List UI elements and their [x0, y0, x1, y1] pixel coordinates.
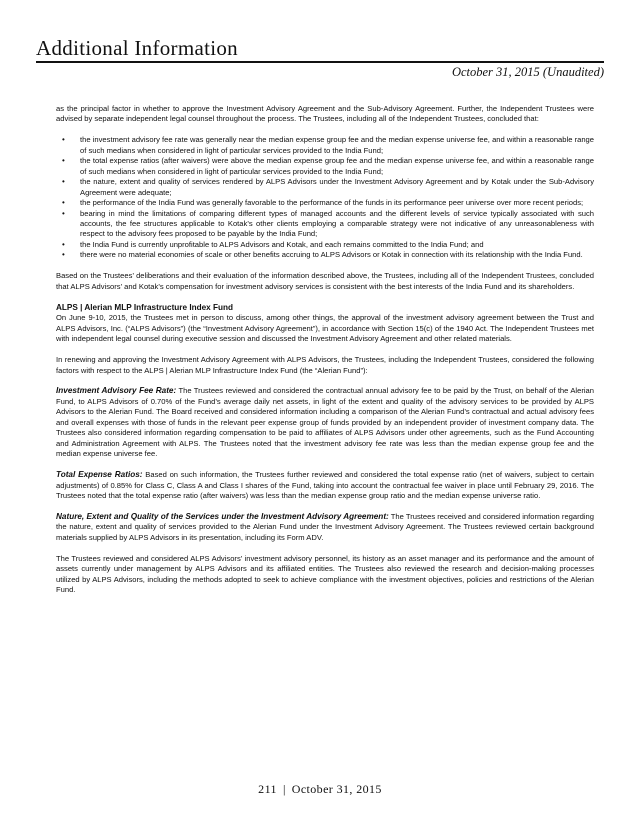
paragraph-lead: Total Expense Ratios: [56, 470, 143, 480]
paragraph-body: Based on such information, the Trustees further reviewed and considered the total expense ratio (net of waivers, subject to certain adjustments) of 0.85% for Class C, Class A and Class I shares of the Fund, taking into account the contractual fee waiver in place until February 29, 2016. The Trustees noted that the total expense ratio (after waivers) was less than the median expense group ratio and the median expense universe ratio. [56, 470, 594, 501]
header-rule [36, 61, 604, 63]
conclusions-list [56, 135, 594, 260]
list-item: • the total expense ratios (after waivers) were above the median expense group fee and the median expense universe fee, and within a reasonable range of such medians when considered in light of particular services provided to the India Fund; [56, 156, 594, 177]
report-date: October 31, 2015 (Unaudited) [451, 65, 604, 79]
list-item: • there were no material economies of scale or other benefits accruing to ALPS Advisors or Kotak in connection with its relationship with the India Fund. [56, 250, 594, 260]
paragraph-body: The Trustees received and considered information regarding the nature, extent and quality of services provided to the Alerian Fund under the Investment Advisory Agreement. The Trustees reviewed certain background materials supplied by ALPS Advisors in its presentation, including its Form ADV. [56, 512, 595, 542]
footer-separator: | [282, 782, 286, 796]
list-item: • the performance of the India Fund was generally favorable to the performance of the funds in its performance peer universe over more recent periods; [56, 198, 594, 208]
page-footer [0, 782, 640, 797]
conclusion-paragraph: Based on the Trustees’ deliberations and their evaluation of the information described above, the Trustees, including all of the Independent Trustees, concluded that ALPS Advisors’ and Kotak’s compensation for investment advisory services is consistent with the best interests of the India Fund and its shareholders. [56, 271, 594, 291]
list-item: • the nature, extent and quality of services rendered by ALPS Advisors under the Investment Advisory Agreement and by Kotak under the Sub-Advisory Agreement were adequate; [56, 177, 594, 198]
fee-rate-paragraph [56, 386, 594, 459]
paragraph-lead: Nature, Extent and Quality of the Services under the Investment Advisory Agreement: [56, 512, 389, 521]
section-paragraph: The Trustees reviewed and considered ALPS Advisors’ investment advisory personnel, its history as an asset manager and its performance and the amount of assets currently under management by ALPS Advisors and its affiliated entities. The Trustees also reviewed the research and decision-making processes utilized by ALPS Advisors, including the methods adopted to seek to achieve compliance with the investment objectives, policies and restrictions of the Alerian Fund. [56, 553, 594, 595]
paragraph-lead: Investment Advisory Fee Rate: [56, 386, 177, 396]
list-item: • the India Fund is currently unprofitable to ALPS Advisors and Kotak, and each remains committed to the India Fund; and [56, 240, 594, 250]
footer-date: October 31, 2015 [291, 782, 382, 796]
expense-ratio-paragraph [56, 470, 594, 501]
intro-paragraph: as the principal factor in whether to approve the Investment Advisory Agreement and the Sub-Advisory Agreement. Further, the Independent Trustees were advised by separate independent legal counsel throughout the process. The Trustees, including all of the Independent Trustees, concluded that: [56, 104, 594, 124]
section-paragraph: On June 9-10, 2015, the Trustees met in person to discuss, among other things, the approval of the investment advisory agreement between the Trust and ALPS Advisors, Inc. (“ALPS Advisors”) (the “Investment Advisory Agreement”), in accordance with Section 15(c) of the 1940 Act. The Independent Trustees met with independent legal counsel during executive session and discussed the Investment Advisory Agreement and other related materials. [56, 313, 594, 344]
list-item: • the investment advisory fee rate was generally near the median expense group fee and the median expense universe fee, and within a reasonable range of such medians when considered in light of particular services provided to the India Fund; [56, 135, 594, 156]
list-item: • bearing in mind the limitations of comparing different types of managed accounts and the different levels of service typically associated with such accounts, the fee structures applicable to Kotak’s other clients employing a comparable strategy were not indicative of any unreasonableness with respect to the advisory fees proposed to be payable by the India Fund; [56, 209, 594, 240]
body-content [56, 104, 594, 596]
paragraph-body: The Trustees reviewed and considered the contractual annual advisory fee to be paid by the Trust, on behalf of the Alerian Fund, to ALPS Advisors of 0.70% of the Fund’s average daily net assets, in light of the extent and quality of the advisory services to be provided by ALPS Advisors to the Alerian Fund. The Board received and considered information including a comparison of the Alerian Fund’s contractual and actual advisory fees and overall expenses with those of funds in the relevant peer expense group of funds provided by an independent provider of investment company data. The Trustees also considered information regarding compensation to be paid to affiliates of ALPS Advisors under other agreements, such as the Fund Accounting and Administration Agreement with ALPS. The Trustees noted that the investment advisory fee rate was less than the median expense group fee and the median expense universe fee. [56, 386, 594, 459]
page-number: 211 [258, 782, 277, 796]
page-title: Additional Information [36, 36, 238, 60]
services-paragraph [56, 512, 594, 543]
section-paragraph: In renewing and approving the Investment Advisory Agreement with ALPS Advisors, the Trustees, including the Independent Trustees, considered the following factors with respect to the ALPS | Alerian MLP Infrastructure Index Fund (the “Alerian Fund”): [56, 355, 594, 375]
section-heading: ALPS | Alerian MLP Infrastructure Index Fund [56, 302, 233, 312]
